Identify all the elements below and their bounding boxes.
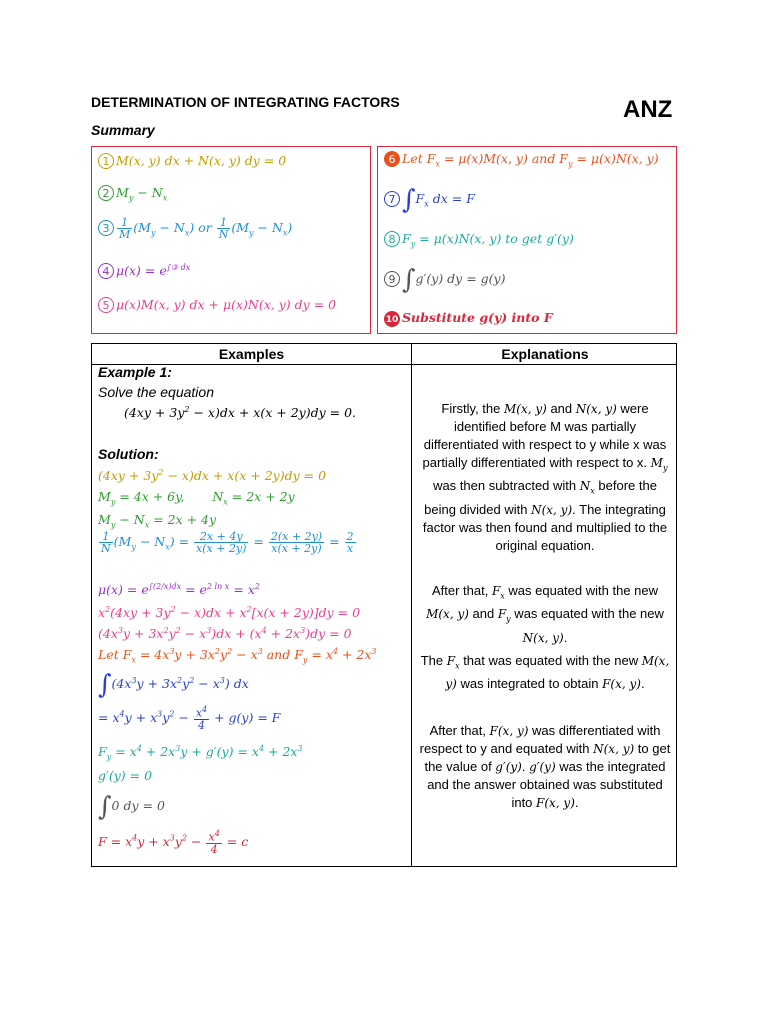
- solution-step: ∫0 dy = 0: [98, 792, 165, 822]
- solution-step: $(4xy + 3y^2 - x)dx + x(x + 2y)dy = 0$: [98, 468, 327, 484]
- step-number-icon: 4: [98, 263, 114, 279]
- solution-step: g′(y) = 0: [98, 768, 153, 783]
- examples-table: [91, 343, 677, 867]
- summary-step-8: 8 $F_y = \mu(x)N(x$, y) to get g′(y): [384, 231, 574, 249]
- summary-step-2: 2 $M_y - N_x$: [98, 185, 167, 203]
- summary-step-9: 9 ∫g′(y) dy = g(y): [384, 265, 505, 295]
- step-number-icon: 7: [384, 191, 400, 207]
- summary-step-3: 3 $\frac{1}{M}$ $(M_y - N_x)$ or $\frac{1}{N}$ $(M_y - N_x)$: [98, 217, 292, 240]
- example-equation: $(4xy + 3y^2 - x)dx + x(x + 2y)dy = 0$.: [124, 405, 357, 421]
- solution-step: $F_y = x^4 + 2x^3y + g'(y) = x^4 + 2x^3$: [98, 744, 303, 762]
- solution-label: Solution:: [98, 446, 159, 462]
- solution-step: $M_y - N_x = 2x + 4y$: [98, 512, 217, 530]
- summary-step-5: 5 μ(x)M(x, y) dx + μ(x)N(x, y) dy = 0: [98, 297, 336, 313]
- step-number-icon: 1: [98, 153, 114, 169]
- step-number-icon: 6: [384, 151, 400, 167]
- summary-heading: Summary: [91, 122, 155, 138]
- explanation-paragraph: After that, F(x, y) was differentiated with respect to y and equated with N(x, y) to get the value of g′(y). g′(y) was the integrated and the answer obtained was substituted into F(x, y).: [419, 723, 671, 810]
- solution-step: = $x^4y + x^3y^2$ − $\frac{x^4}{4}$ + g(y) = F: [98, 705, 281, 732]
- step-number-icon: 2: [98, 185, 114, 201]
- solution-step: $\frac{1}{N}$ $(M_y - N_x)$ = $\frac{2x + 4y}{x(x + 2y)}$ = $\frac{2(x + 2y)}{x(x + 2y)}$ = $\frac{2}{x}$: [101, 530, 354, 555]
- summary-left-box: [91, 146, 371, 334]
- summary-step-10: 10 Substitute g(y) into F: [385, 310, 553, 325]
- page-title: DETERMINATION OF INTEGRATING FACTORS: [91, 94, 400, 110]
- solution-step: $x^2(4xy + 3y^2 - x)dx + x^2[x(x + 2y)]dy = 0$: [98, 605, 361, 621]
- solution-step: $(4x^3y + 3x^2y^2 - x^3)dx + (x^4 + 2x^3)dy = 0$: [98, 626, 352, 642]
- step-number-icon: 8: [384, 231, 400, 247]
- explanation-paragraph: After that, $F_x$ was equated with the new M(x, y) and $F_y$ was equated with the new N(x, y).: [426, 583, 664, 645]
- step-number-icon: 5: [98, 297, 114, 313]
- step-number-icon: 9: [384, 271, 400, 287]
- column-divider: [411, 344, 412, 866]
- column-header-examples: Examples: [218, 346, 285, 362]
- explanation-paragraph: The $F_x$ that was equated with the new M(x, y) was integrated to obtain F(x, y).: [420, 653, 670, 692]
- explanation-paragraph: Firstly, the M(x, y) and N(x, y) were identified before M was partially differentiated with respect to y while x was partially differentiated with respect to x. $M_y$ was then subtracted with $N_x$ before the being divided with N(x, y). The integrating factor was then found and multiplied to the original equation.: [422, 401, 668, 553]
- example-prompt: Solve the equation: [98, 384, 214, 400]
- solution-step: $M_y = 4x + 6y$, $N_x = 2x + 2y$: [98, 489, 295, 507]
- summary-right-box: [377, 146, 677, 334]
- step-number-icon: 3: [98, 220, 114, 236]
- summary-step-1: 1 M(x, y) dx + N(x, y) dy = 0: [98, 153, 286, 169]
- solution-step: $\int(4x^3y + 3x^2y^2 - x^3)$ dx: [98, 670, 249, 700]
- column-header-explanations: Explanations: [501, 346, 589, 362]
- example-title: Example 1:: [98, 364, 172, 380]
- summary-step-6: 6 Let $F_x = \mu(x)M(x$, y) and $F_y = \mu(x)N(x$, y): [384, 151, 659, 169]
- solution-step: $\mu(x) = e^{\int(2/x)dx} = e^{2 ln x} = x^2$: [98, 582, 260, 598]
- solution-step-final: $F = x^4y + x^3y^2$ − $\frac{x^4}{4}$ = c: [98, 829, 249, 856]
- step-number-icon: 10: [384, 311, 400, 327]
- summary-step-4: 4 $\mu(x) = e^{\int ③ dx}$: [98, 263, 190, 279]
- solution-step: Let $F_x = 4x^3y + 3x^2y^2 - x^3$ and $F_y = x^4 + 2x^3$: [98, 647, 377, 665]
- logo-text: ANZ: [623, 96, 673, 123]
- summary-step-7: 7 $\int F_x$ dx = F: [384, 185, 475, 215]
- header-divider: [92, 364, 676, 365]
